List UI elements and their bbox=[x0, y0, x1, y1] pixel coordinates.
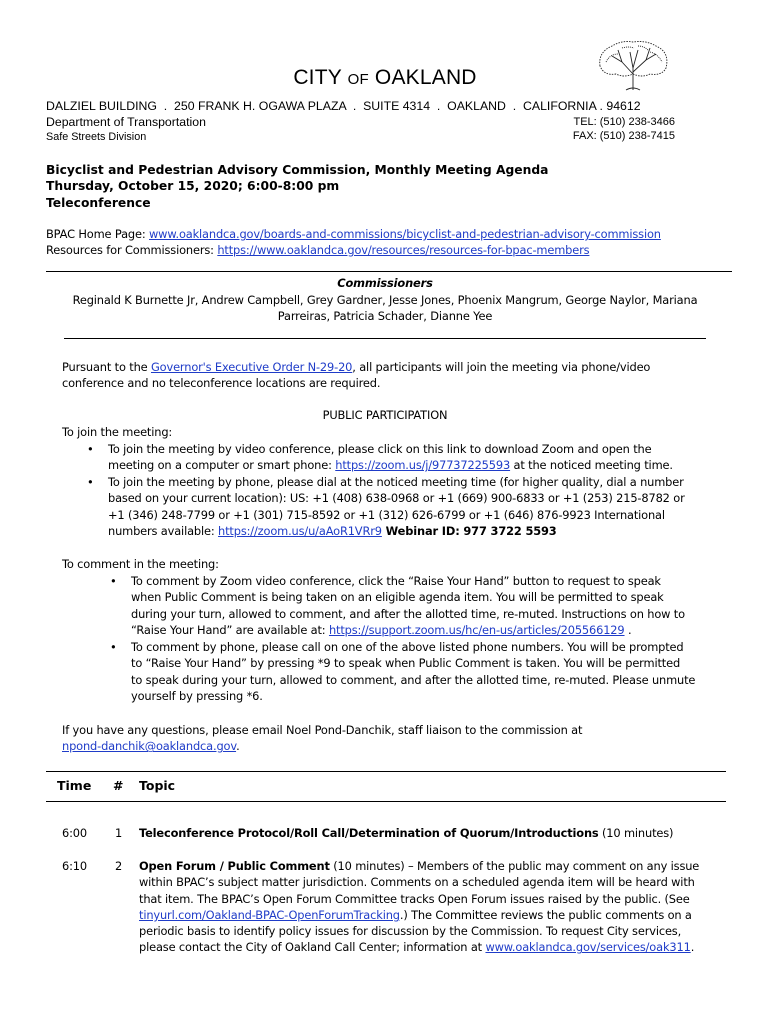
agenda-topic-line-1 bbox=[139, 858, 699, 874]
agenda-topic-text: .) The Committee reviews the public comments on a bbox=[399, 907, 692, 922]
meeting-format: Teleconference bbox=[46, 195, 151, 210]
pursuant-line-2: conference and no teleconference locations are required. bbox=[62, 376, 381, 391]
divider-top bbox=[46, 271, 732, 272]
join-phone-line-1: To join the meeting by phone, please dial at the noticed meeting time (for higher quality, dial a number bbox=[108, 475, 684, 489]
agenda-number: 1 bbox=[115, 826, 123, 840]
column-header-topic: Topic bbox=[139, 778, 176, 793]
open-forum-tracking-link[interactable]: tinyurl.com/Oakland-BPAC-OpenForumTracking bbox=[139, 907, 400, 922]
commissioners-heading: Commissioners bbox=[337, 276, 433, 290]
home-page-line bbox=[46, 226, 661, 242]
zoom-meeting-link[interactable]: https://zoom.us/j/97737225593 bbox=[335, 458, 511, 473]
commissioners-line-1: Reginald K Burnette Jr, Andrew Campbell, Grey Gardner, Jesse Jones, Phoenix Mangrum, George Naylor, Mariana bbox=[72, 293, 698, 307]
comment-phone-item bbox=[131, 639, 695, 704]
pursuant-paragraph bbox=[62, 359, 722, 392]
webinar-id: Webinar ID: 977 3722 5593 bbox=[381, 523, 557, 538]
address-line: DALZIEL BUILDING . 250 FRANK H. OGAWA PLAZA . SUITE 4314 . OAKLAND . CALIFORNIA . 94612 bbox=[46, 99, 641, 113]
telephone: TEL: (510) 238-3466 bbox=[573, 116, 675, 128]
pursuant-line-1 bbox=[62, 359, 722, 375]
raise-hand-instructions-link[interactable]: https://support.zoom.us/hc/en-us/articles/205566129 bbox=[328, 622, 625, 637]
pursuant-prefix: Pursuant to the bbox=[62, 360, 151, 374]
bullet: • bbox=[110, 574, 117, 588]
city-name: OAKLAND bbox=[374, 66, 477, 89]
executive-order-link[interactable]: Governor's Executive Order N-29-20 bbox=[150, 360, 353, 374]
agenda-topic-line-5: periodic basis to identify policy issues for discussion by the Commission. To request City services, bbox=[139, 924, 682, 939]
agenda-topic-text: (10 minutes) – Members of the public may comment on any issue bbox=[329, 859, 700, 873]
resources-label: Resources for Commissioners: bbox=[46, 243, 218, 257]
table-top-rule bbox=[46, 771, 726, 772]
join-video-line-2 bbox=[108, 457, 673, 473]
join-label: To join the meeting: bbox=[62, 425, 173, 439]
agenda-topic-end: . bbox=[690, 940, 695, 955]
questions-end: . bbox=[236, 739, 240, 754]
fax: FAX: (510) 238-7415 bbox=[572, 130, 675, 142]
department-name: Department of Transportation bbox=[46, 115, 206, 129]
comment-phone-line-3: to speak during your turn, allowed to comment, and after the allotted time, re-muted. Please unmute bbox=[131, 672, 696, 687]
staff-email-link[interactable]: npond-danchik@oaklandca.gov bbox=[62, 739, 237, 754]
oak311-link[interactable]: www.oaklandca.gov/services/oak311 bbox=[485, 940, 691, 955]
join-video-line-1: To join the meeting by video conference, please click on this link to download Zoom and open the bbox=[108, 442, 652, 456]
join-video-pre: meeting on a computer or smart phone: bbox=[108, 458, 336, 473]
resources-line bbox=[46, 242, 589, 258]
city-of: OF bbox=[347, 71, 369, 88]
comment-zoom-line-2: when Public Comment is being taken on an eligible agenda item. You will be permitted to speak bbox=[131, 590, 664, 605]
bullet: • bbox=[87, 442, 94, 456]
comment-zoom-line-1: To comment by Zoom video conference, click the “Raise Your Hand” button to request to speak bbox=[131, 574, 661, 588]
comment-zoom-line-4 bbox=[131, 622, 685, 638]
international-numbers-link[interactable]: https://zoom.us/u/aAoR1VRr9 bbox=[218, 523, 382, 538]
agenda-topic-title: Teleconference Protocol/Roll Call/Determination of Quorum/Introductions bbox=[139, 826, 599, 840]
divider-commissioners bbox=[64, 338, 706, 339]
join-phone-item bbox=[108, 474, 685, 539]
join-video-item bbox=[108, 441, 673, 474]
agenda-topic-line-6 bbox=[139, 939, 699, 955]
join-video-post: at the noticed meeting time. bbox=[510, 458, 673, 473]
questions-paragraph bbox=[62, 722, 722, 755]
city-prefix: CITY bbox=[293, 66, 342, 89]
agenda-time: 6:00 bbox=[62, 826, 87, 840]
agenda-topic bbox=[139, 858, 699, 956]
join-phone-line-2: based on your current location): US: +1 (408) 638-0968 or +1 (669) 900-6833 or +1 (253) 215-8782 or bbox=[108, 491, 685, 506]
comment-label: To comment in the meeting: bbox=[62, 557, 219, 571]
comment-zoom-pre: “Raise Your Hand” are available at: bbox=[131, 622, 329, 637]
comment-phone-line-2: to “Raise Your Hand” by pressing *9 to speak when Public Comment is taken. You will be permitted bbox=[131, 656, 681, 671]
agenda-topic-line-3: that item. The BPAC’s Open Forum Committee tracks Open Forum issues raised by the public. (See bbox=[139, 891, 690, 906]
pursuant-rest: , all participants will join the meeting via phone/video bbox=[352, 360, 651, 374]
bullet: • bbox=[110, 640, 117, 654]
agenda-time: 6:10 bbox=[62, 859, 87, 873]
resources-link[interactable]: https://www.oaklandca.gov/resources/resources-for-bpac-members bbox=[217, 243, 590, 257]
home-page-label: BPAC Home Page: bbox=[46, 227, 150, 241]
comment-phone-line-4: yourself by pressing *6. bbox=[131, 688, 263, 703]
commissioners-list bbox=[60, 292, 710, 325]
agenda-topic-title: Open Forum / Public Comment bbox=[139, 859, 330, 873]
agenda-topic-text: please contact the City of Oakland Call Center; information at bbox=[139, 940, 486, 955]
comment-zoom-item bbox=[131, 573, 685, 638]
join-phone-pre: numbers available: bbox=[108, 523, 219, 538]
commissioners-line-2: Parreiras, Patricia Schader, Dianne Yee bbox=[277, 309, 493, 324]
table-header-rule bbox=[46, 801, 726, 802]
column-header-number: # bbox=[113, 778, 124, 793]
comment-zoom-line-3: during your turn, allowed to comment, and after the allotted time, re-muted. Instructions on how to bbox=[131, 606, 685, 621]
agenda-topic-line-2: within BPAC’s subject matter jurisdiction. Comments on a scheduled agenda item will be heard with bbox=[139, 875, 695, 890]
questions-line-1: If you have any questions, please email Noel Pond-Danchik, staff liaison to the commission at bbox=[62, 723, 583, 737]
questions-line-2 bbox=[62, 738, 722, 754]
meeting-title: Bicyclist and Pedestrian Advisory Commission, Monthly Meeting Agenda bbox=[46, 163, 549, 177]
public-participation-heading: PUBLIC PARTICIPATION bbox=[322, 408, 448, 422]
home-page-link[interactable]: www.oaklandca.gov/boards-and-commissions/bicyclist-and-pedestrian-advisory-commission bbox=[149, 227, 661, 241]
column-header-time: Time bbox=[57, 778, 92, 793]
meeting-date: Thursday, October 15, 2020; 6:00-8:00 pm bbox=[46, 179, 340, 194]
meeting-title-block bbox=[46, 162, 548, 211]
agenda-number: 2 bbox=[115, 859, 123, 873]
join-phone-line-4 bbox=[108, 523, 685, 539]
oak-tree-logo-icon bbox=[592, 38, 674, 92]
comment-phone-line-1: To comment by phone, please call on one of the above listed phone numbers. You will be prompted bbox=[131, 640, 684, 654]
comment-zoom-post: . bbox=[624, 622, 632, 637]
agenda-topic bbox=[139, 825, 673, 841]
join-phone-line-3: +1 (346) 248-7799 or +1 (301) 715-8592 or +1 (312) 626-6799 or +1 (646) 876-9923 International bbox=[108, 507, 665, 522]
division-name: Safe Streets Division bbox=[46, 131, 147, 143]
bullet: • bbox=[87, 475, 94, 489]
agenda-topic-duration: (10 minutes) bbox=[598, 826, 674, 840]
agenda-topic-line-4 bbox=[139, 907, 699, 923]
